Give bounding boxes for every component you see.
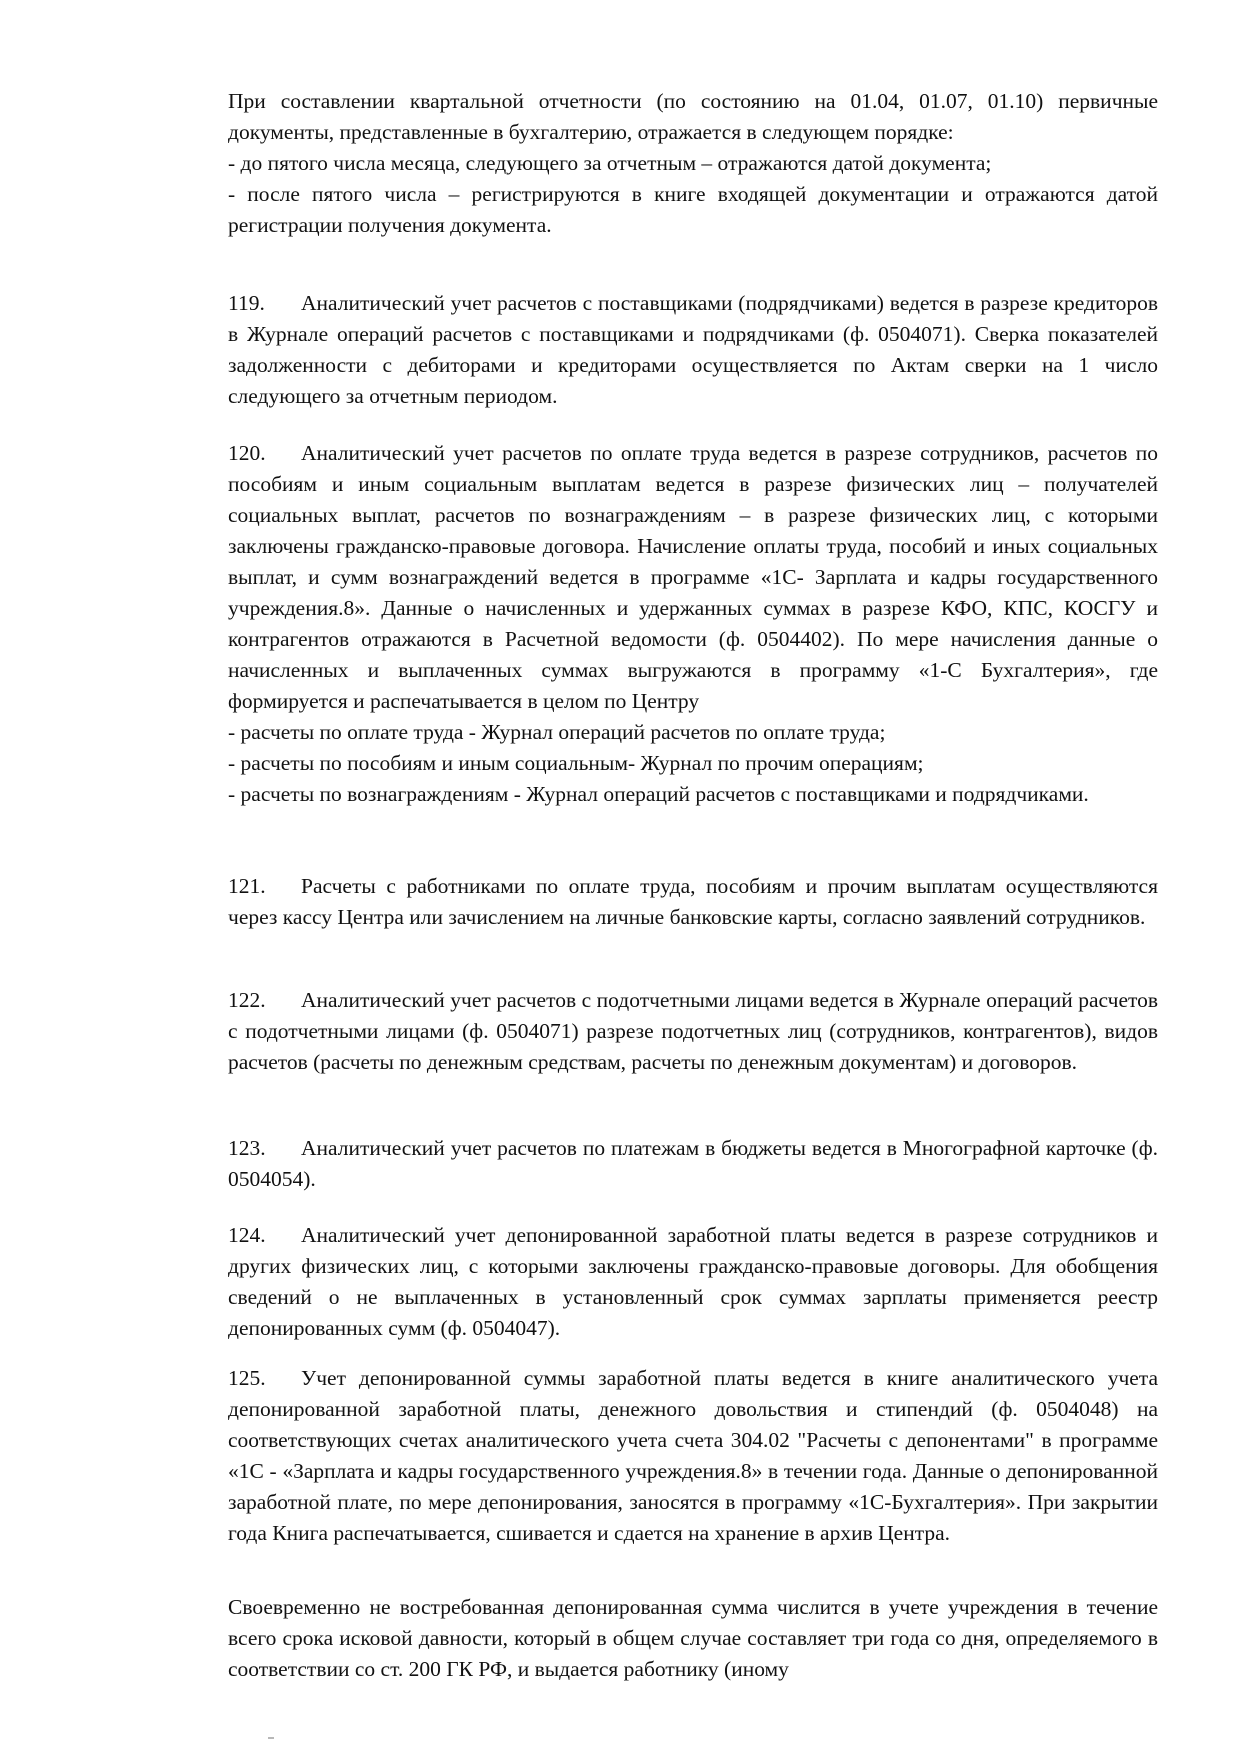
clause-text: Аналитический учет расчетов по платежам в бюджеты ведется в Многографной карточке (ф. 0504054). [228, 1136, 1158, 1191]
clause-119 [228, 288, 1158, 412]
tail-paragraph: Своевременно не востребованная депонированная сумма числится в учете учреждения в течение всего срока исковой давности, который в общем случае составляет три года со дня, определяемого в соответствии со ст. 200 ГК РФ, и выдается работнику (иному [228, 1595, 1158, 1681]
clause-123 [228, 1133, 1158, 1195]
clause-text: Учет депонированной суммы заработной платы ведется в книге аналитического учета депонированной заработной платы, денежного довольствия и стипендий (ф. 0504048) на соответствующих счетах аналитического учета счета 304.02 "Расчеты с депонентами" в программе «1С - «Зарплата и кадры государственного учреждения.8» в течении года. Данные о депонированной заработной плате, по мере депонирования, заносятся в программу «1С-Бухгалтерия». При закрытии года Книга распечатывается, сшивается и сдается на хранение в архив Центра. [228, 1366, 1158, 1545]
clause-121 [228, 871, 1158, 933]
clause-number: 121. [228, 874, 266, 898]
clause-124 [228, 1220, 1158, 1344]
clause-number: 122. [228, 988, 266, 1012]
clause-number: 123. [228, 1136, 266, 1160]
scan-speck [268, 1737, 274, 1739]
clause-number: 119. [228, 291, 265, 315]
clause-122 [228, 985, 1158, 1078]
clause-dash-item: - расчеты по пособиям и иным социальным- Журнал по прочим операциям; [228, 751, 924, 775]
clause-number: 120. [228, 441, 266, 465]
clause-text: Аналитический учет расчетов с поставщиками (подрядчиками) ведется в разрезе кредиторов в Журнале операций расчетов с поставщиками и подрядчиками (ф. 0504071). Сверка показателей задолженности с дебиторами и кредиторами осуществляется по Актам сверки на 1 число следующего за отчетным периодом. [228, 291, 1158, 408]
intro-section [228, 86, 1158, 241]
clause-text: Аналитический учет расчетов по оплате труда ведется в разрезе сотрудников, расчетов по пособиям и иным социальным выплатам ведется в разрезе физических лиц – получателей социальных выплат, расчетов по вознаграждениям – в разрезе физических лиц, с которыми заключены гражданско-правовые договора. Начисление оплаты труда, пособий и иных социальных выплат, и сумм вознаграждений ведется в программе «1С- Зарплата и кадры государственного учреждения.8». Данные о начисленных и удержанных суммах в разрезе КФО, КПС, КОСГУ и контрагентов отражаются в Расчетной ведомости (ф. 0504402). По мере начисления данные о начисленных и выплаченных суммах выгружаются в программу «1-С Бухгалтерия», где формируется и распечатывается в целом по Центру [228, 441, 1158, 713]
clause-125 [228, 1363, 1158, 1549]
intro-dash-item: - после пятого числа – регистрируются в книге входящей документации и отражаются датой регистрации получения документа. [228, 182, 1158, 237]
clause-text: Расчеты с работниками по оплате труда, пособиям и прочим выплатам осуществляются через кассу Центра или зачислением на личные банковские карты, согласно заявлений сотрудников. [228, 874, 1158, 929]
clause-dash-item: - расчеты по вознаграждениям - Журнал операций расчетов с поставщиками и подрядчиками. [228, 782, 1089, 806]
tail-section [228, 1592, 1158, 1685]
intro-paragraph: При составлении квартальной отчетности (по состоянию на 01.04, 01.07, 01.10) первичные документы, представленные в бухгалтерию, отражается в следующем порядке: [228, 89, 1158, 144]
clause-dash-item: - расчеты по оплате труда - Журнал операций расчетов по оплате труда; [228, 720, 886, 744]
intro-dash-item: - до пятого числа месяца, следующего за отчетным – отражаются датой документа; [228, 151, 992, 175]
clause-120 [228, 438, 1158, 810]
clause-number: 124. [228, 1223, 266, 1247]
clause-number: 125. [228, 1366, 266, 1390]
clause-text: Аналитический учет расчетов с подотчетными лицами ведется в Журнале операций расчетов с подотчетными лицами (ф. 0504071) разрезе подотчетных лиц (сотрудников, контрагентов), видов расчетов (расчеты по денежным средствам, расчеты по денежным документам) и договоров. [228, 988, 1158, 1074]
clause-text: Аналитический учет депонированной заработной платы ведется в разрезе сотрудников и других физических лиц, с которыми заключены гражданско-правовые договоры. Для обобщения сведений о не выплаченных в установленный срок суммах зарплаты применяется реестр депонированных сумм (ф. 0504047). [228, 1223, 1158, 1340]
